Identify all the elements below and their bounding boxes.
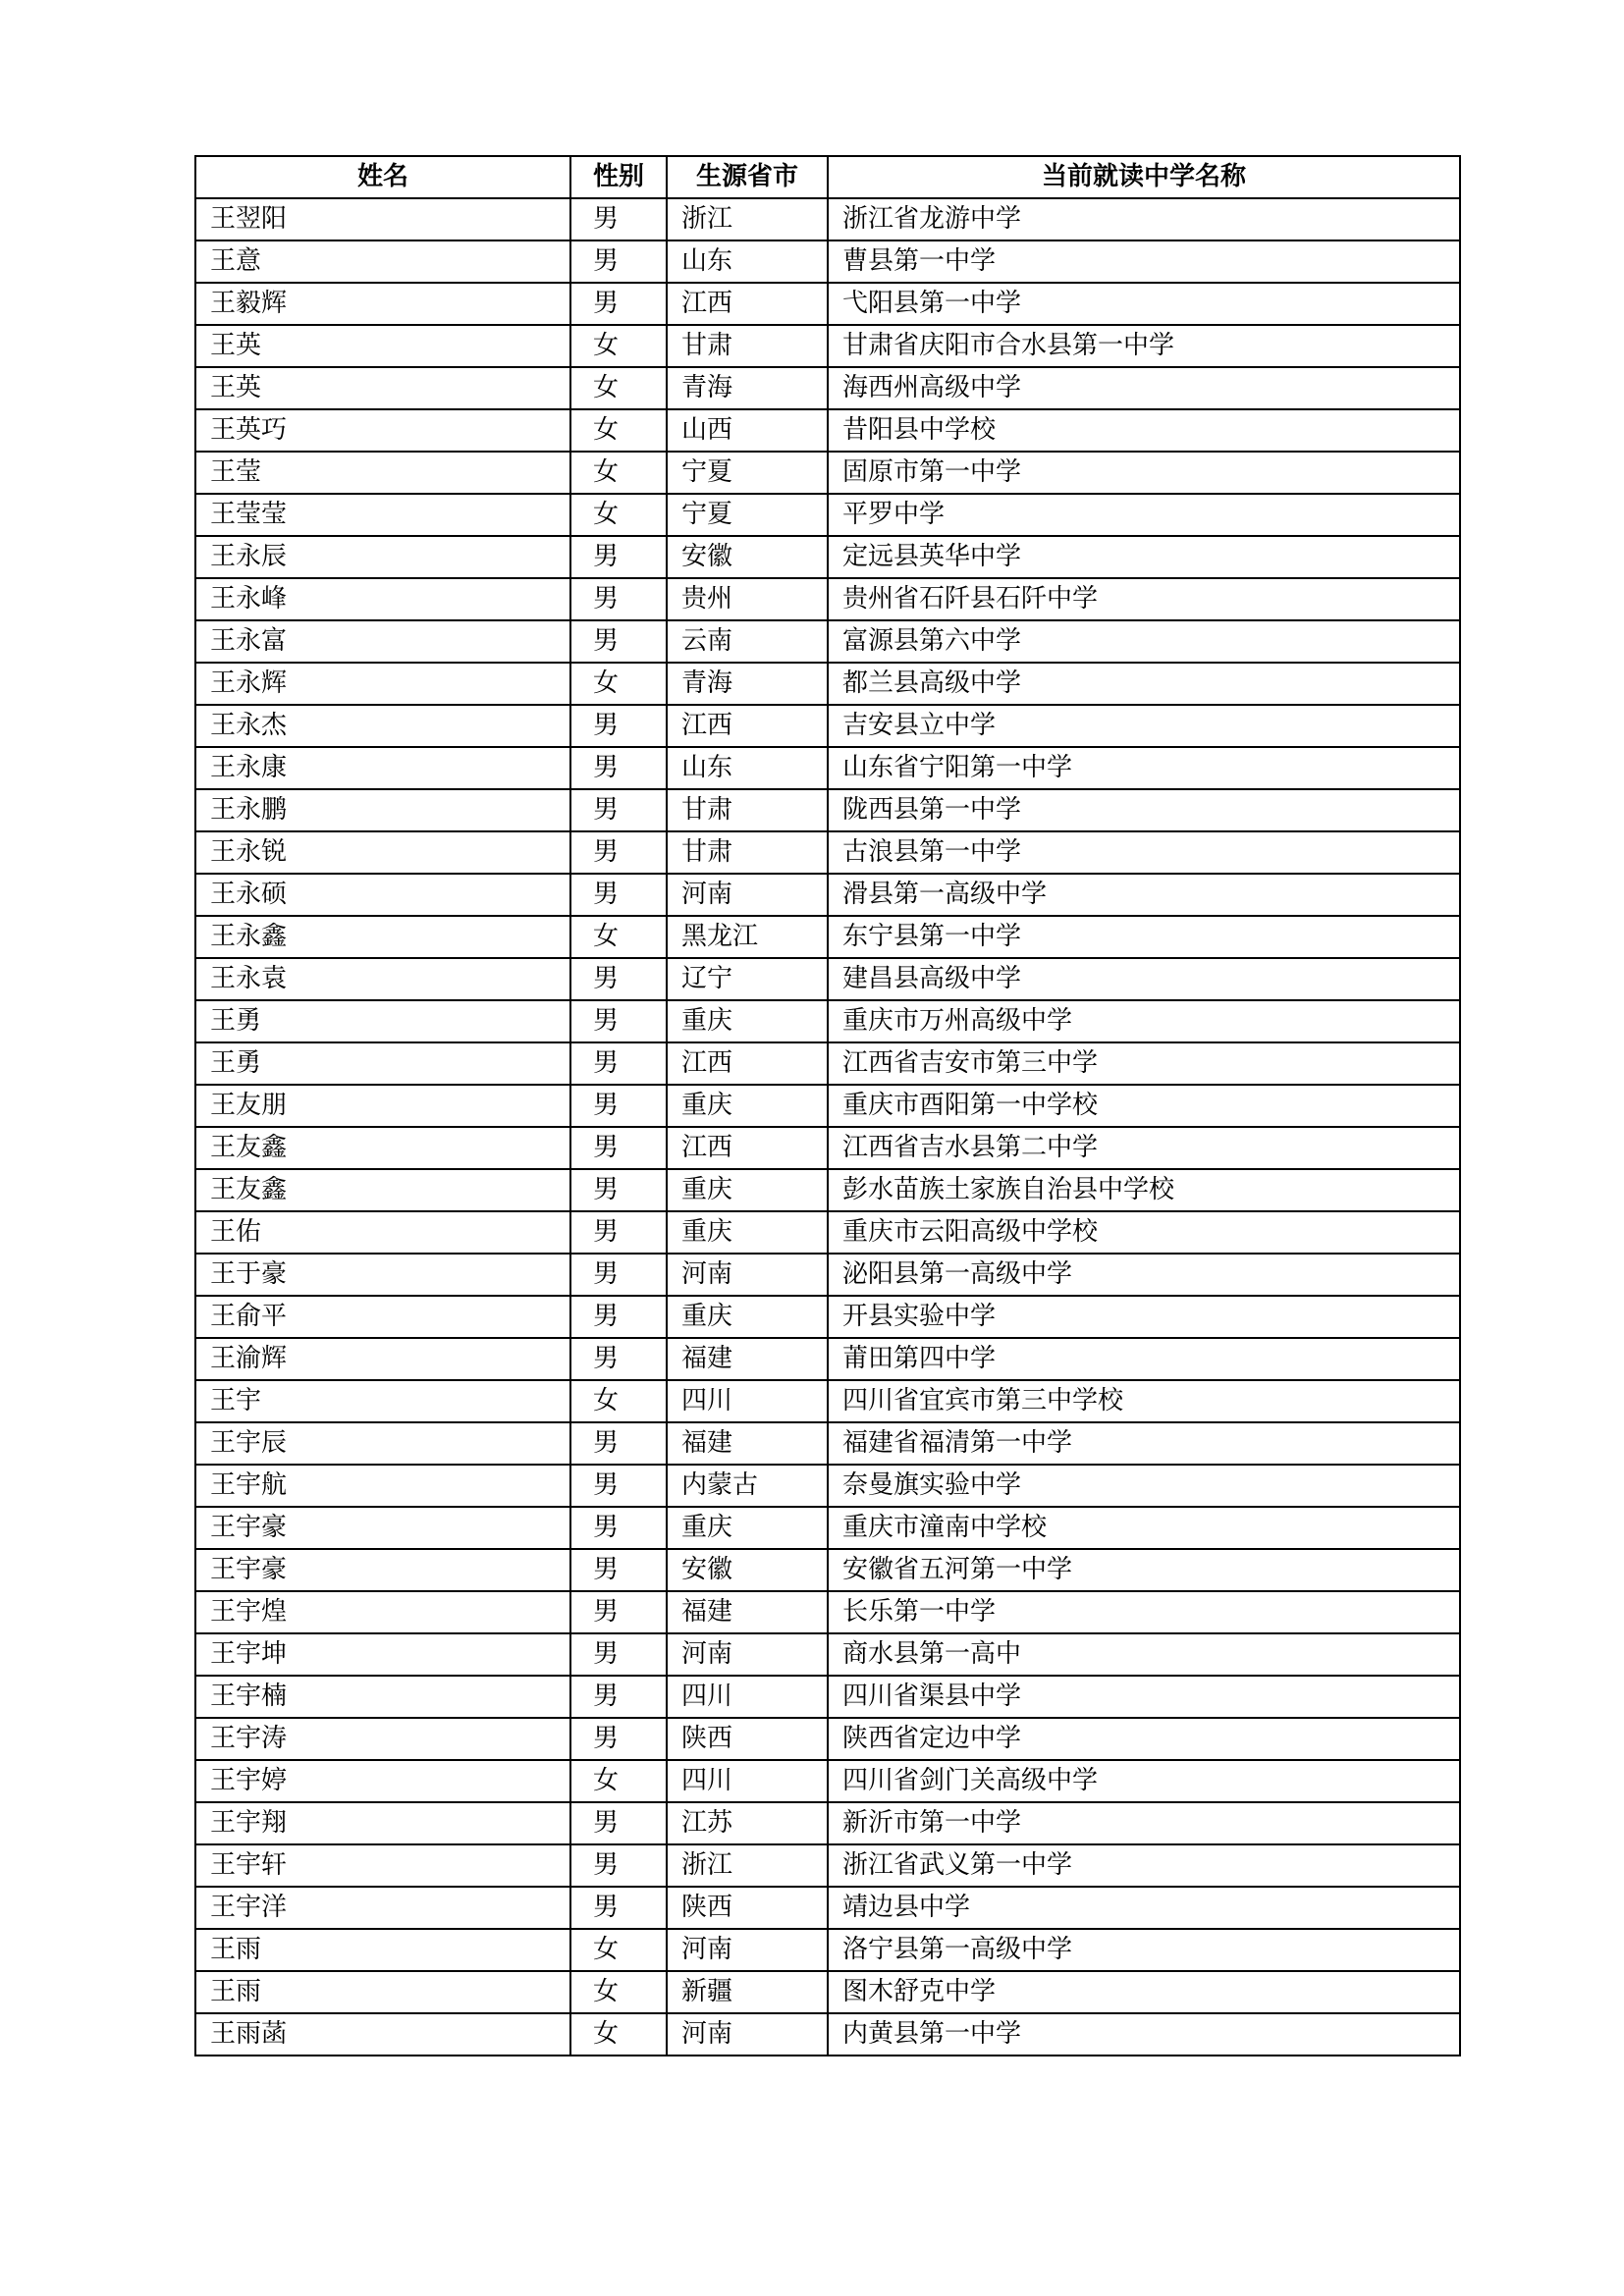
table-row: [195, 620, 1460, 663]
table-body: [195, 198, 1460, 2056]
cell-province: 江西: [667, 283, 828, 325]
table-row: [195, 1507, 1460, 1549]
cell-gender: 男: [570, 747, 667, 789]
cell-school: 固原市第一中学: [828, 452, 1460, 494]
cell-gender: 女: [570, 325, 667, 367]
cell-province: 甘肃: [667, 831, 828, 874]
cell-name: 王宇轩: [195, 1844, 570, 1887]
cell-gender: 男: [570, 240, 667, 283]
cell-school: 弋阳县第一中学: [828, 283, 1460, 325]
cell-school: 奈曼旗实验中学: [828, 1465, 1460, 1507]
table-row: [195, 874, 1460, 916]
cell-name: 王雨: [195, 1971, 570, 2013]
cell-school: 安徽省五河第一中学: [828, 1549, 1460, 1591]
cell-gender: 男: [570, 1549, 667, 1591]
cell-gender: 男: [570, 705, 667, 747]
cell-name: 王宇航: [195, 1465, 570, 1507]
cell-name: 王宇洋: [195, 1887, 570, 1929]
table-row: [195, 2013, 1460, 2056]
cell-province: 江西: [667, 705, 828, 747]
table-row: [195, 1465, 1460, 1507]
cell-gender: 男: [570, 620, 667, 663]
cell-school: 陕西省定边中学: [828, 1718, 1460, 1760]
cell-name: 王莹: [195, 452, 570, 494]
cell-province: 陕西: [667, 1718, 828, 1760]
cell-name: 王英: [195, 325, 570, 367]
cell-gender: 男: [570, 874, 667, 916]
cell-province: 河南: [667, 1633, 828, 1676]
cell-province: 云南: [667, 620, 828, 663]
cell-gender: 女: [570, 1929, 667, 1971]
cell-school: 莆田第四中学: [828, 1338, 1460, 1380]
table-row: [195, 367, 1460, 409]
cell-province: 重庆: [667, 1296, 828, 1338]
cell-name: 王永锐: [195, 831, 570, 874]
cell-province: 黑龙江: [667, 916, 828, 958]
cell-school: 内黄县第一中学: [828, 2013, 1460, 2056]
cell-school: 图木舒克中学: [828, 1971, 1460, 2013]
table-row: [195, 1887, 1460, 1929]
table-row: [195, 536, 1460, 578]
cell-name: 王永袁: [195, 958, 570, 1000]
cell-gender: 男: [570, 1507, 667, 1549]
cell-school: 新沂市第一中学: [828, 1802, 1460, 1844]
cell-province: 福建: [667, 1422, 828, 1465]
cell-province: 重庆: [667, 1169, 828, 1211]
cell-name: 王雨菡: [195, 2013, 570, 2056]
header-school: 当前就读中学名称: [828, 156, 1460, 198]
cell-name: 王宇涛: [195, 1718, 570, 1760]
table-row: [195, 1254, 1460, 1296]
cell-school: 建昌县高级中学: [828, 958, 1460, 1000]
cell-gender: 男: [570, 1633, 667, 1676]
cell-name: 王永峰: [195, 578, 570, 620]
table-row: [195, 494, 1460, 536]
cell-province: 山东: [667, 240, 828, 283]
cell-gender: 男: [570, 1338, 667, 1380]
cell-province: 江西: [667, 1042, 828, 1085]
cell-school: 浙江省龙游中学: [828, 198, 1460, 240]
cell-gender: 男: [570, 958, 667, 1000]
table-row: [195, 1380, 1460, 1422]
cell-gender: 男: [570, 1887, 667, 1929]
cell-school: 陇西县第一中学: [828, 789, 1460, 831]
table-row: [195, 1971, 1460, 2013]
cell-school: 滑县第一高级中学: [828, 874, 1460, 916]
table-row: [195, 283, 1460, 325]
cell-province: 新疆: [667, 1971, 828, 2013]
cell-name: 王俞平: [195, 1296, 570, 1338]
cell-province: 河南: [667, 1254, 828, 1296]
cell-gender: 女: [570, 1971, 667, 2013]
cell-name: 王友鑫: [195, 1127, 570, 1169]
table-row: [195, 198, 1460, 240]
cell-province: 山西: [667, 409, 828, 452]
cell-province: 重庆: [667, 1000, 828, 1042]
cell-school: 浙江省武义第一中学: [828, 1844, 1460, 1887]
table-row: [195, 578, 1460, 620]
cell-school: 靖边县中学: [828, 1887, 1460, 1929]
cell-province: 重庆: [667, 1211, 828, 1254]
table-row: [195, 1591, 1460, 1633]
cell-gender: 男: [570, 1465, 667, 1507]
cell-name: 王永康: [195, 747, 570, 789]
cell-gender: 男: [570, 1844, 667, 1887]
cell-province: 青海: [667, 663, 828, 705]
cell-province: 四川: [667, 1760, 828, 1802]
cell-name: 王宇婷: [195, 1760, 570, 1802]
cell-gender: 女: [570, 1380, 667, 1422]
cell-school: 都兰县高级中学: [828, 663, 1460, 705]
table-row: [195, 1127, 1460, 1169]
cell-province: 四川: [667, 1676, 828, 1718]
cell-province: 重庆: [667, 1507, 828, 1549]
cell-province: 福建: [667, 1591, 828, 1633]
cell-province: 四川: [667, 1380, 828, 1422]
cell-province: 安徽: [667, 1549, 828, 1591]
table-row: [195, 452, 1460, 494]
cell-school: 曹县第一中学: [828, 240, 1460, 283]
cell-name: 王宇豪: [195, 1549, 570, 1591]
cell-gender: 女: [570, 2013, 667, 2056]
cell-gender: 女: [570, 1760, 667, 1802]
cell-school: 长乐第一中学: [828, 1591, 1460, 1633]
cell-school: 贵州省石阡县石阡中学: [828, 578, 1460, 620]
cell-gender: 男: [570, 1676, 667, 1718]
cell-name: 王永鑫: [195, 916, 570, 958]
table-row: [195, 240, 1460, 283]
cell-name: 王友朋: [195, 1085, 570, 1127]
cell-gender: 男: [570, 1127, 667, 1169]
table-row: [195, 1676, 1460, 1718]
cell-province: 甘肃: [667, 789, 828, 831]
cell-school: 昔阳县中学校: [828, 409, 1460, 452]
cell-name: 王永鹏: [195, 789, 570, 831]
table-row: [195, 1169, 1460, 1211]
cell-school: 江西省吉安市第三中学: [828, 1042, 1460, 1085]
table-row: [195, 1000, 1460, 1042]
cell-province: 甘肃: [667, 325, 828, 367]
cell-province: 辽宁: [667, 958, 828, 1000]
cell-gender: 男: [570, 831, 667, 874]
cell-name: 王雨: [195, 1929, 570, 1971]
cell-province: 江西: [667, 1127, 828, 1169]
cell-gender: 女: [570, 409, 667, 452]
table-row: [195, 1422, 1460, 1465]
cell-name: 王勇: [195, 1042, 570, 1085]
table-row: [195, 1296, 1460, 1338]
cell-gender: 女: [570, 916, 667, 958]
cell-school: 重庆市云阳高级中学校: [828, 1211, 1460, 1254]
cell-name: 王勇: [195, 1000, 570, 1042]
cell-gender: 男: [570, 1591, 667, 1633]
cell-school: 四川省渠县中学: [828, 1676, 1460, 1718]
cell-school: 平罗中学: [828, 494, 1460, 536]
cell-name: 王莹莹: [195, 494, 570, 536]
cell-name: 王宇: [195, 1380, 570, 1422]
table-row: [195, 1085, 1460, 1127]
cell-province: 内蒙古: [667, 1465, 828, 1507]
cell-name: 王意: [195, 240, 570, 283]
cell-school: 泌阳县第一高级中学: [828, 1254, 1460, 1296]
cell-name: 王英: [195, 367, 570, 409]
cell-gender: 男: [570, 283, 667, 325]
cell-name: 王友鑫: [195, 1169, 570, 1211]
cell-gender: 男: [570, 1718, 667, 1760]
cell-gender: 男: [570, 1085, 667, 1127]
cell-school: 东宁县第一中学: [828, 916, 1460, 958]
cell-name: 王宇翔: [195, 1802, 570, 1844]
cell-gender: 男: [570, 1802, 667, 1844]
cell-province: 山东: [667, 747, 828, 789]
cell-name: 王宇煌: [195, 1591, 570, 1633]
cell-school: 定远县英华中学: [828, 536, 1460, 578]
cell-name: 王永辉: [195, 663, 570, 705]
cell-province: 青海: [667, 367, 828, 409]
cell-school: 重庆市万州高级中学: [828, 1000, 1460, 1042]
cell-gender: 女: [570, 494, 667, 536]
cell-school: 吉安县立中学: [828, 705, 1460, 747]
table-row: [195, 1549, 1460, 1591]
cell-school: 开县实验中学: [828, 1296, 1460, 1338]
cell-gender: 男: [570, 1169, 667, 1211]
header-name: 姓名: [195, 156, 570, 198]
table-row: [195, 789, 1460, 831]
header-province: 生源省市: [667, 156, 828, 198]
cell-name: 王永富: [195, 620, 570, 663]
cell-school: 海西州高级中学: [828, 367, 1460, 409]
cell-name: 王于豪: [195, 1254, 570, 1296]
table-row: [195, 1760, 1460, 1802]
cell-name: 王宇楠: [195, 1676, 570, 1718]
cell-gender: 男: [570, 578, 667, 620]
cell-gender: 男: [570, 1042, 667, 1085]
table-row: [195, 705, 1460, 747]
cell-gender: 男: [570, 789, 667, 831]
table-row: [195, 747, 1460, 789]
table-row: [195, 1802, 1460, 1844]
cell-name: 王毅辉: [195, 283, 570, 325]
cell-province: 贵州: [667, 578, 828, 620]
cell-gender: 男: [570, 1211, 667, 1254]
cell-gender: 女: [570, 663, 667, 705]
cell-gender: 女: [570, 367, 667, 409]
cell-school: 古浪县第一中学: [828, 831, 1460, 874]
cell-school: 重庆市潼南中学校: [828, 1507, 1460, 1549]
table-row: [195, 1633, 1460, 1676]
cell-name: 王永辰: [195, 536, 570, 578]
table-row: [195, 1211, 1460, 1254]
cell-school: 江西省吉水县第二中学: [828, 1127, 1460, 1169]
table-row: [195, 663, 1460, 705]
table-row: [195, 1718, 1460, 1760]
cell-name: 王渝辉: [195, 1338, 570, 1380]
cell-province: 宁夏: [667, 494, 828, 536]
table-row: [195, 325, 1460, 367]
cell-school: 彭水苗族土家族自治县中学校: [828, 1169, 1460, 1211]
table-row: [195, 916, 1460, 958]
cell-school: 洛宁县第一高级中学: [828, 1929, 1460, 1971]
cell-name: 王永杰: [195, 705, 570, 747]
cell-school: 重庆市酉阳第一中学校: [828, 1085, 1460, 1127]
cell-gender: 男: [570, 1422, 667, 1465]
table-row: [195, 958, 1460, 1000]
student-roster-table: [194, 155, 1461, 2056]
cell-name: 王英巧: [195, 409, 570, 452]
table-row: [195, 831, 1460, 874]
cell-name: 王永硕: [195, 874, 570, 916]
table-row: [195, 1929, 1460, 1971]
cell-province: 重庆: [667, 1085, 828, 1127]
cell-name: 王佑: [195, 1211, 570, 1254]
cell-gender: 女: [570, 452, 667, 494]
cell-gender: 男: [570, 198, 667, 240]
cell-province: 浙江: [667, 198, 828, 240]
cell-school: 山东省宁阳第一中学: [828, 747, 1460, 789]
cell-gender: 男: [570, 1000, 667, 1042]
cell-school: 福建省福清第一中学: [828, 1422, 1460, 1465]
cell-school: 四川省宜宾市第三中学校: [828, 1380, 1460, 1422]
cell-gender: 男: [570, 536, 667, 578]
cell-province: 河南: [667, 874, 828, 916]
cell-province: 河南: [667, 1929, 828, 1971]
table-header-row: [195, 156, 1460, 198]
cell-province: 江苏: [667, 1802, 828, 1844]
cell-name: 王宇辰: [195, 1422, 570, 1465]
cell-province: 河南: [667, 2013, 828, 2056]
cell-province: 浙江: [667, 1844, 828, 1887]
cell-province: 安徽: [667, 536, 828, 578]
header-gender: 性别: [570, 156, 667, 198]
cell-name: 王宇坤: [195, 1633, 570, 1676]
cell-province: 福建: [667, 1338, 828, 1380]
cell-province: 陕西: [667, 1887, 828, 1929]
table-row: [195, 1338, 1460, 1380]
cell-gender: 男: [570, 1296, 667, 1338]
cell-school: 四川省剑门关高级中学: [828, 1760, 1460, 1802]
cell-school: 富源县第六中学: [828, 620, 1460, 663]
table-row: [195, 1042, 1460, 1085]
cell-school: 商水县第一高中: [828, 1633, 1460, 1676]
cell-name: 王翌阳: [195, 198, 570, 240]
table-row: [195, 409, 1460, 452]
cell-province: 宁夏: [667, 452, 828, 494]
cell-gender: 男: [570, 1254, 667, 1296]
table-row: [195, 1844, 1460, 1887]
cell-school: 甘肃省庆阳市合水县第一中学: [828, 325, 1460, 367]
cell-name: 王宇豪: [195, 1507, 570, 1549]
